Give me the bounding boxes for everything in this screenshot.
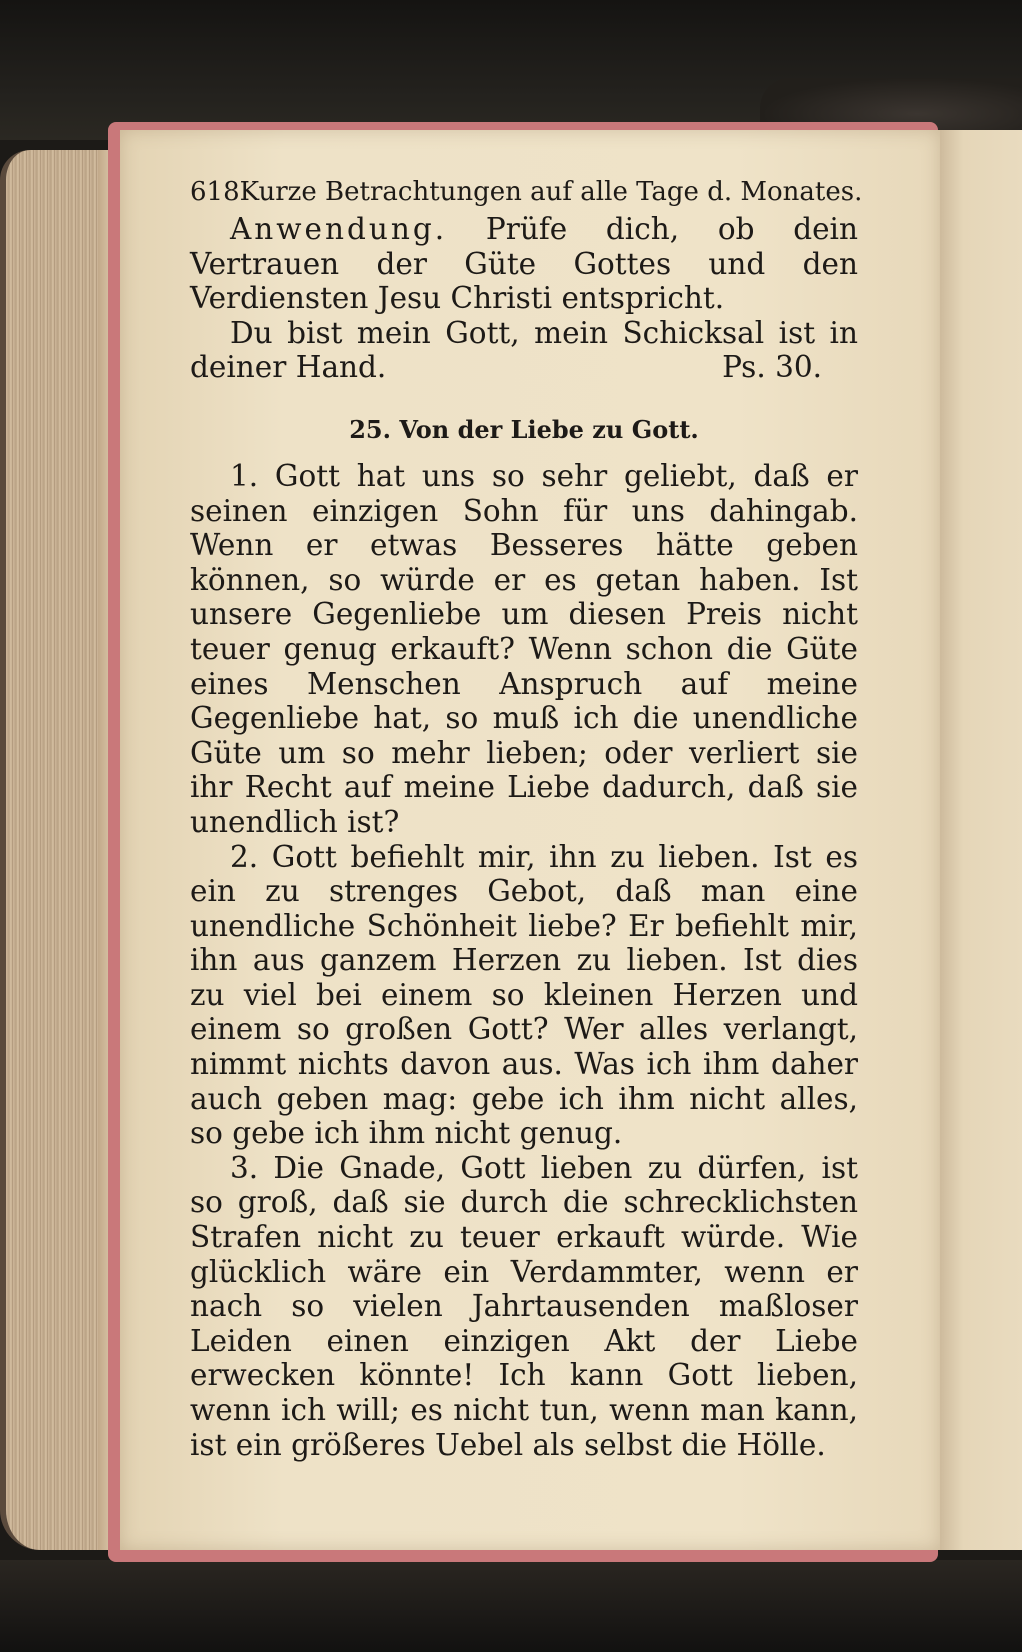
page-number: 618 xyxy=(190,177,240,207)
prayer-paragraph xyxy=(190,316,858,351)
meditation-paragraph-3: 3. Die Gnade, Gott lieben zu dürfen, ist so groß, daß sie durch die schrecklichsten Strafen nicht zu teuer erkauft würde. Wie glücklich wäre ein Verdammter, wenn er nach so vielen Jahrtausenden maßloser Leiden einen einzigen Akt der Liebe erwecken könnte! Ich kann Gott lieben, wenn ich will; es nicht tun, wenn man kann, ist ein größeres Uebel als selbst die Hölle. xyxy=(190,1150,858,1462)
facing-page-edge xyxy=(938,130,1022,1550)
page-text xyxy=(190,172,863,1462)
meditation-paragraph-1: 1. Gott hat uns so sehr geliebt, daß er seinen einzigen Sohn für uns dahingab. Wenn er etwas Besseres hätte geben können, so würde er es getan haben. Ist unsere Gegenliebe um diesen Preis nicht teuer genug erkauft? Wenn schon die Güte eines Menschen Anspruch auf meine Gegenliebe hat, so muß ich die unendliche Güte um so mehr lieben; oder verliert sie ihr Recht auf meine Liebe dadurch, daß sie unendlich ist? xyxy=(190,458,858,839)
prayer-text-tail: deiner Hand. xyxy=(190,350,387,385)
prayer-last-line xyxy=(190,350,858,385)
prayer-text-lead: Du bist mein Gott, mein Schicksal ist in xyxy=(230,315,858,350)
meditation-paragraph-2: 2. Gott befiehlt mir, ihn zu lieben. Ist es ein zu strenges Gebot, daß man eine unendliche Schönheit liebe? Er befiehlt mir, ihn aus ganzem Herzen zu lieben. Ist dies zu viel bei einem so kleinen Herzen und einem so großen Gott? Wer alles verlangt, nimmt nichts davon aus. Was ich ihm daher auch geben mag: gebe ich ihm nicht alles, so gebe ich ihm nicht genug. xyxy=(190,839,858,1151)
running-title: Kurze Betrachtungen auf alle Tage d. Monates. xyxy=(239,177,863,207)
dark-background-bottom xyxy=(0,1560,1022,1652)
running-header xyxy=(190,172,863,212)
psalm-reference: Ps. 30. xyxy=(722,350,822,385)
application-text: Prüfe dich, ob dein Vertrauen der Güte Gottes und den Verdiensten Jesu Christi entspricht. xyxy=(190,212,858,316)
application-label: Anwendung. xyxy=(230,212,448,246)
section-title: 25. Von der Liebe zu Gott. xyxy=(349,414,699,444)
application-paragraph xyxy=(190,212,858,316)
